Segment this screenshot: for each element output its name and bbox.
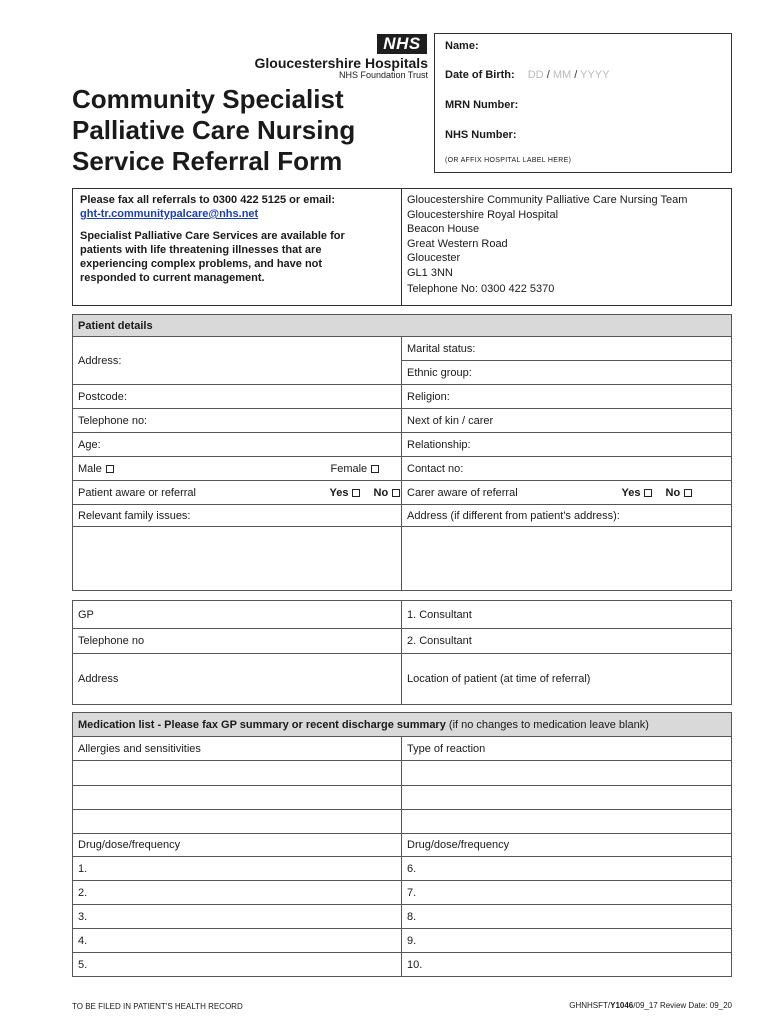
consultant-2-field[interactable]: 2. Consultant bbox=[402, 629, 732, 654]
telephone-field[interactable]: Telephone no: bbox=[73, 409, 402, 433]
team-telephone: Telephone No: 0300 422 5370 bbox=[407, 283, 555, 295]
drug-input-3[interactable]: 3. bbox=[73, 905, 402, 929]
dob-label: Date of Birth: bbox=[445, 69, 515, 81]
nhs-logo: NHS bbox=[377, 34, 427, 54]
dob-field[interactable] bbox=[445, 69, 609, 81]
gp-telephone-field[interactable]: Telephone no bbox=[73, 629, 402, 654]
affix-label-note: (OR AFFIX HOSPITAL LABEL HERE) bbox=[445, 157, 572, 164]
footer-filing-note: TO BE FILED IN PATIENT'S HEALTH RECORD bbox=[72, 1002, 243, 1011]
address-line: Great Western Road bbox=[407, 237, 508, 250]
yes-label: Yes bbox=[621, 486, 641, 499]
reaction-input[interactable] bbox=[402, 761, 732, 786]
male-label: Male bbox=[78, 462, 102, 475]
no-label: No bbox=[665, 486, 681, 499]
drug-left-label: Drug/dose/frequency bbox=[73, 834, 402, 857]
mrn-field[interactable]: MRN Number: bbox=[445, 99, 519, 111]
reaction-input[interactable] bbox=[402, 786, 732, 810]
allergy-input[interactable] bbox=[73, 761, 402, 786]
allergy-input[interactable] bbox=[73, 810, 402, 834]
page-title bbox=[72, 84, 355, 177]
family-issues-label: Relevant family issues: bbox=[73, 505, 402, 527]
female-label: Female bbox=[330, 462, 368, 475]
ethnic-group-field[interactable]: Ethnic group: bbox=[402, 361, 732, 385]
medication-table bbox=[72, 712, 732, 977]
age-field[interactable]: Age: bbox=[73, 433, 402, 457]
yes-label: Yes bbox=[329, 486, 349, 499]
gender-row bbox=[73, 457, 402, 481]
next-of-kin-field[interactable]: Next of kin / carer bbox=[402, 409, 732, 433]
drug-input-6[interactable]: 6. bbox=[402, 857, 732, 881]
fax-line: Please fax all referrals to 0300 422 5125 or email: bbox=[80, 194, 335, 206]
patient-aware-yes-checkbox[interactable] bbox=[352, 489, 360, 497]
address-line: Gloucestershire Royal Hospital bbox=[407, 208, 559, 221]
team-address bbox=[407, 193, 687, 297]
drug-input-1[interactable]: 1. bbox=[73, 857, 402, 881]
drug-input-5[interactable]: 5. bbox=[73, 953, 402, 977]
carer-aware-no-checkbox[interactable] bbox=[684, 489, 692, 497]
marital-status-field[interactable]: Marital status: bbox=[402, 337, 732, 361]
title-line-2: Palliative Care Nursing bbox=[72, 115, 356, 145]
drug-input-8[interactable]: 8. bbox=[402, 905, 732, 929]
patient-aware-label: Patient aware or referral bbox=[78, 486, 196, 499]
gp-table bbox=[72, 600, 732, 705]
reaction-label: Type of reaction bbox=[402, 737, 732, 761]
address-diff-input[interactable] bbox=[402, 527, 732, 591]
gp-field[interactable]: GP bbox=[73, 601, 402, 629]
drug-input-9[interactable]: 9. bbox=[402, 929, 732, 953]
dob-placeholder: DD / MM / YYYY bbox=[527, 69, 610, 81]
service-note: Specialist Palliative Care Services are available for patients with life threatening illnesses that are experiencing complex problems, and have not responded to current management. bbox=[80, 230, 345, 284]
trust-name: Gloucestershire Hospitals bbox=[254, 55, 428, 71]
contact-no-field[interactable]: Contact no: bbox=[402, 457, 732, 481]
footer-form-code: GHNHSFT/Y1046/09_17 Review Date: 09_20 bbox=[569, 1001, 732, 1010]
contact-box bbox=[72, 188, 732, 306]
medication-heading-text: Medication list - Please fax GP summary or recent discharge summary bbox=[78, 718, 446, 731]
address-field[interactable]: Address: bbox=[73, 337, 402, 385]
religion-field[interactable]: Religion: bbox=[402, 385, 732, 409]
reaction-input[interactable] bbox=[402, 810, 732, 834]
drug-input-7[interactable]: 7. bbox=[402, 881, 732, 905]
carer-aware-yes-checkbox[interactable] bbox=[644, 489, 652, 497]
trust-subtitle: NHS Foundation Trust bbox=[338, 70, 428, 80]
female-checkbox[interactable] bbox=[371, 465, 379, 473]
title-line-1: Community Specialist bbox=[72, 84, 344, 114]
carer-aware-row bbox=[402, 481, 732, 505]
address-line: Beacon House bbox=[407, 223, 480, 235]
male-checkbox[interactable] bbox=[106, 465, 114, 473]
allergies-label: Allergies and sensitivities bbox=[73, 737, 402, 761]
drug-input-10[interactable]: 10. bbox=[402, 953, 732, 977]
relationship-field[interactable]: Relationship: bbox=[402, 433, 732, 457]
drug-right-label: Drug/dose/frequency bbox=[402, 834, 732, 857]
address-line: Gloucester bbox=[407, 252, 461, 264]
patient-id-box bbox=[434, 33, 732, 173]
medication-heading bbox=[73, 713, 732, 737]
carer-aware-label: Carer aware of referral bbox=[407, 486, 518, 499]
address-line: GL1 3NN bbox=[407, 266, 453, 279]
name-field[interactable]: Name: bbox=[445, 40, 479, 52]
address-diff-label: Address (if different from patient's address): bbox=[402, 505, 732, 527]
postcode-field[interactable]: Postcode: bbox=[73, 385, 402, 409]
family-issues-input[interactable] bbox=[73, 527, 402, 591]
title-line-3: Service Referral Form bbox=[72, 146, 343, 176]
patient-details-table bbox=[72, 314, 732, 591]
consultant-1-field[interactable]: 1. Consultant bbox=[402, 601, 732, 629]
medication-heading-note: (if no changes to medication leave blank) bbox=[448, 718, 649, 731]
gp-address-field[interactable]: Address bbox=[73, 654, 402, 705]
drug-input-2[interactable]: 2. bbox=[73, 881, 402, 905]
nhs-number-field[interactable]: NHS Number: bbox=[445, 129, 517, 141]
no-label: No bbox=[373, 486, 389, 499]
patient-aware-row bbox=[73, 481, 402, 505]
address-line: Gloucestershire Community Palliative Care Nursing Team bbox=[407, 194, 688, 206]
email-link[interactable]: ght-tr.communitypalcare@nhs.net bbox=[80, 208, 259, 220]
allergy-input[interactable] bbox=[73, 786, 402, 810]
patient-details-heading: Patient details bbox=[73, 315, 732, 337]
patient-location-field[interactable]: Location of patient (at time of referral) bbox=[402, 654, 732, 705]
patient-aware-no-checkbox[interactable] bbox=[392, 489, 400, 497]
referral-instructions bbox=[73, 189, 402, 305]
drug-input-4[interactable]: 4. bbox=[73, 929, 402, 953]
